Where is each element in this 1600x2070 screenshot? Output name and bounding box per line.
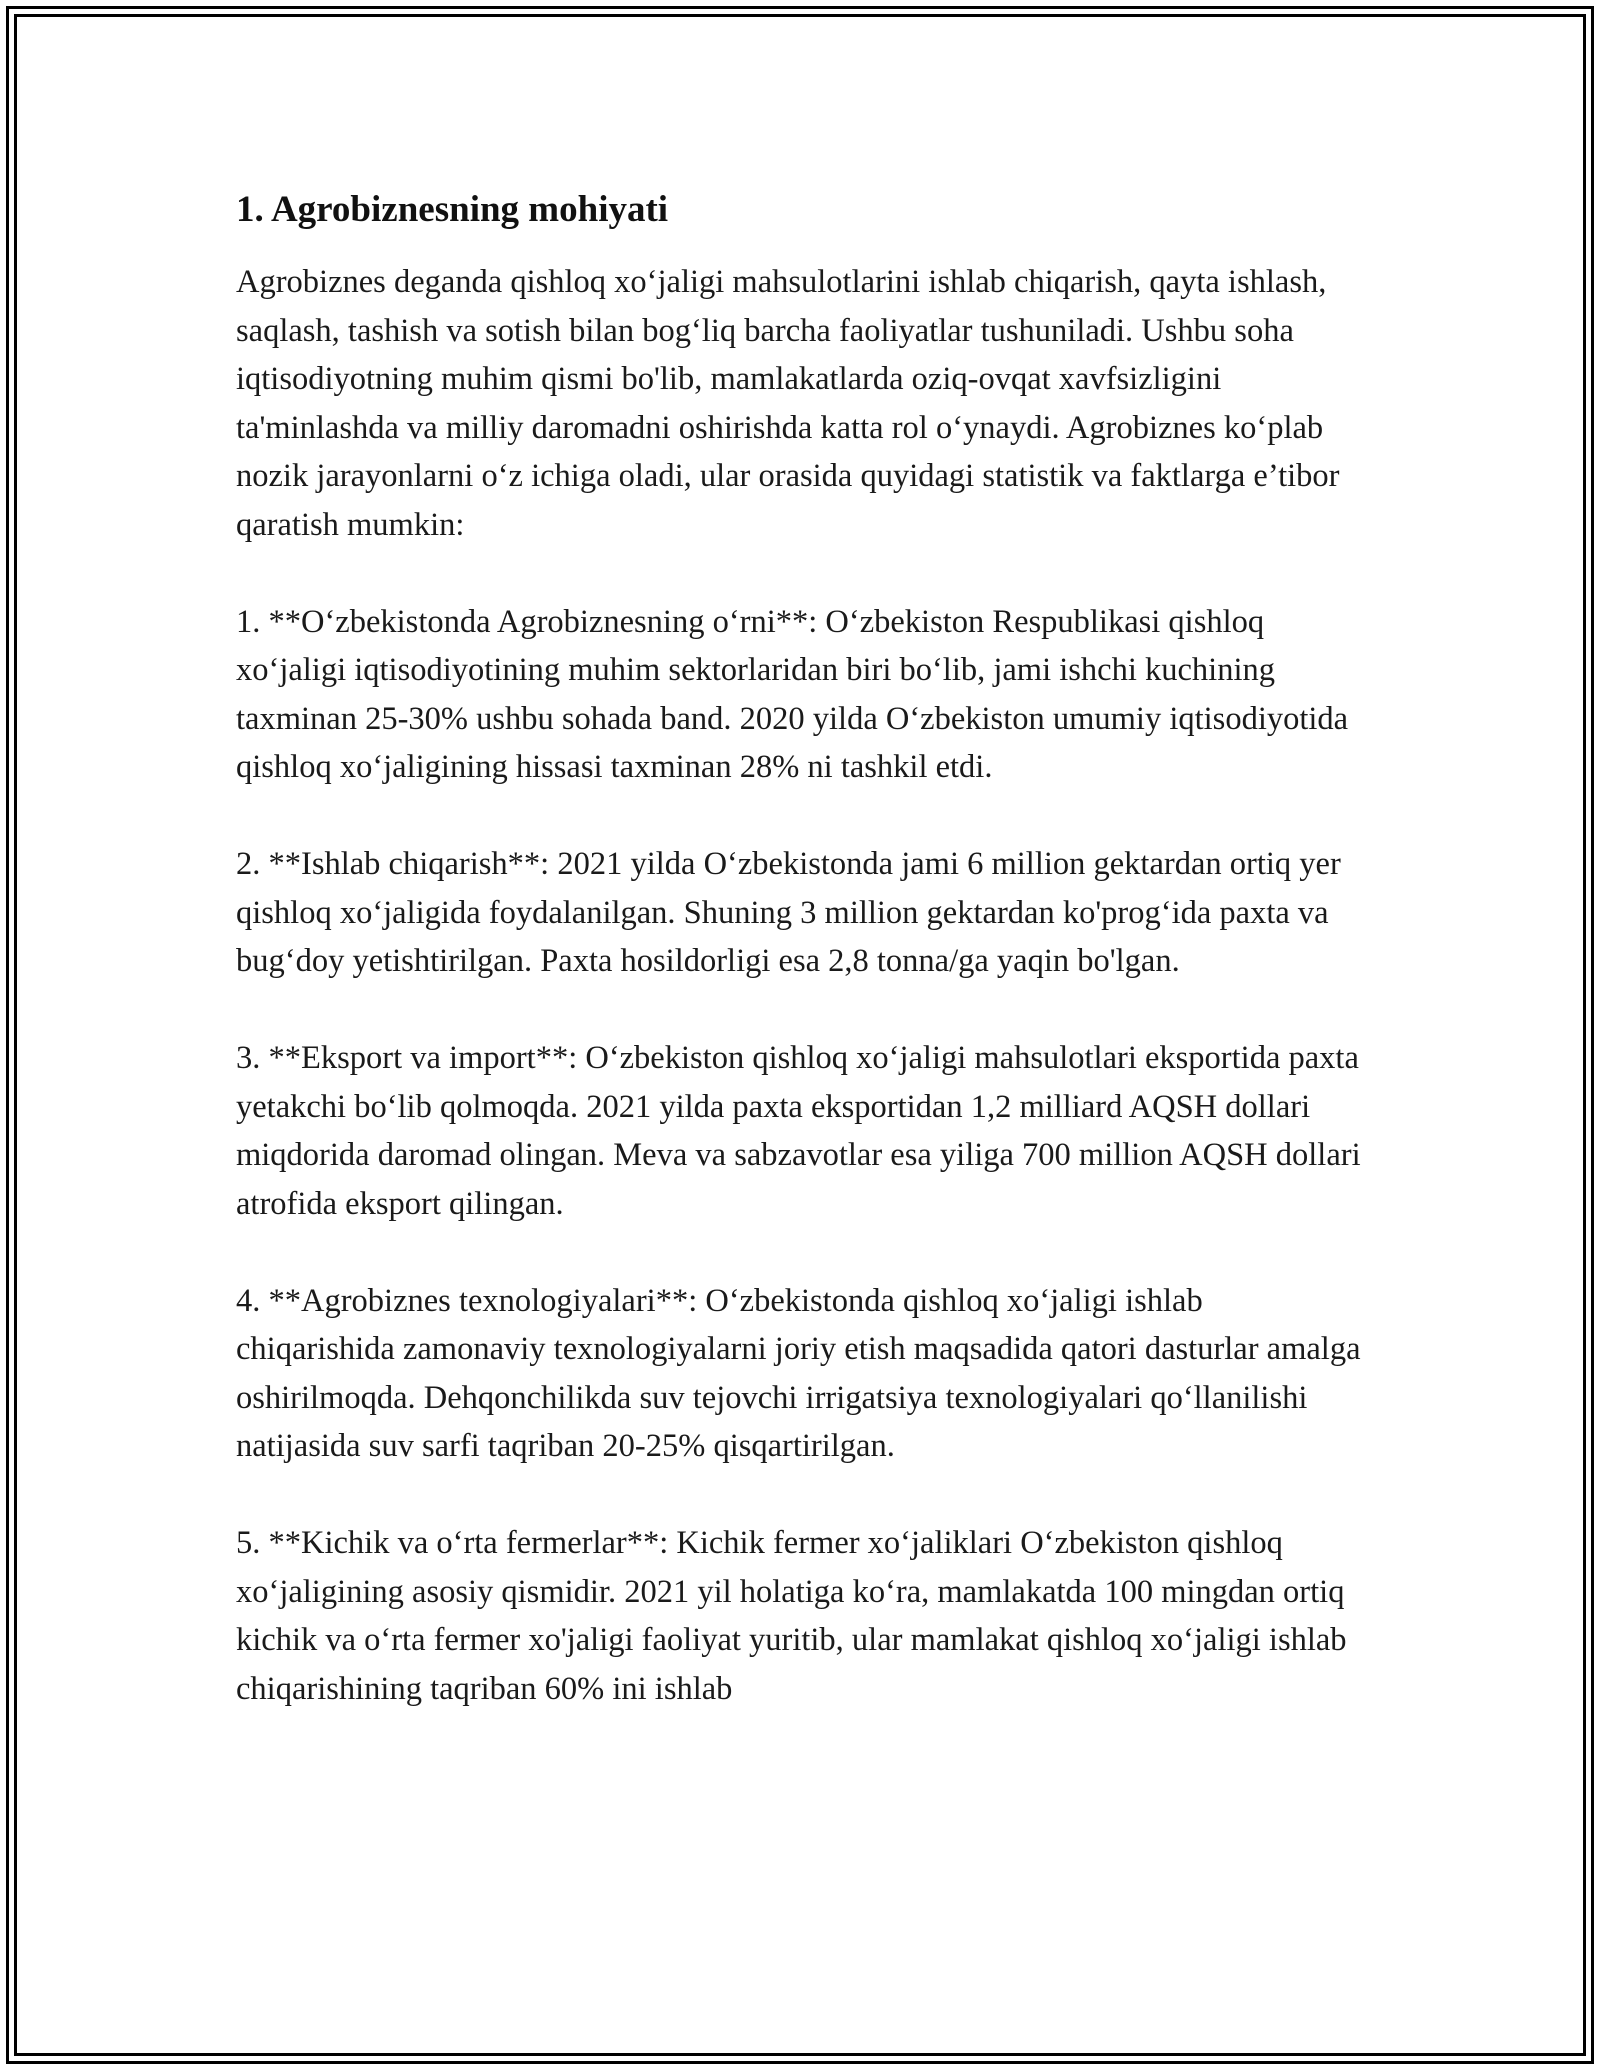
list-item-4: 4. **Agrobiznes texnologiyalari**: O‘zbekistonda qishloq xo‘jaligi ishlab chiqarishida zamonaviy texnologiyalarni joriy etish maqsadida qatori dasturlar amalga oshirilmoqda. Dehqonchilikda suv tejovchi irrigatsiya texnologiyalari qo‘llanilishi natijasida suv sarfi taqriban 20-25% qisqartirilgan. xyxy=(236,1282,1361,1464)
list-item-3: 3. **Eksport va import**: O‘zbekiston qishloq xo‘jaligi mahsulotlari eksportida paxta yetakchi bo‘lib qolmoqda. 2021 yilda paxta eksportidan 1,2 milliard AQSH dollari miqdorida daromad olingan. Meva va sabzavotlar esa yiliga 700 million AQSH dollari atrofida eksport qilingan. xyxy=(236,1040,1361,1222)
list-item-1: 1. **O‘zbekistonda Agrobiznesning o‘rni**: O‘zbekiston Respublikasi qishloq xo‘jaligi iqtisodiyotining muhim sektorlaridan biri bo‘lib, jami ishchi kuchining taxminan 25-30% ushbu sohada band. 2020 yilda O‘zbekiston umumiy iqtisodiyotida qishloq xo‘jaligining hissasi taxminan 28% ni tashkil etdi. xyxy=(236,603,1349,785)
section-heading: 1. Agrobiznesning mohiyati xyxy=(236,189,669,230)
list-item-2: 2. **Ishlab chiqarish**: 2021 yilda O‘zbekistonda jami 6 million gektardan ortiq yer qishloq xo‘jaligida foydalanilgan. Shuning 3 million gektardan ko'prog‘ida paxta va bug‘doy yetishtirilgan. Paxta hosildorligi esa 2,8 tonna/ga yaqin bo'lgan. xyxy=(236,846,1341,979)
document-body xyxy=(236,188,1366,1762)
list-item-5: 5. **Kichik va o‘rta fermerlar**: Kichik fermer xo‘jaliklari O‘zbekiston qishloq xo‘jaligining asosiy qismidir. 2021 yil holatiga ko‘ra, mamlakatda 100 mingdan ortiq kichik va o‘rta fermer xo'jaligi faoliyat yuritib, ular mamlakat qishloq xo‘jaligi ishlab chiqarishining taqriban 60% ini ishlab xyxy=(236,1525,1347,1707)
intro-paragraph: Agrobiznes deganda qishloq xo‘jaligi mahsulotlarini ishlab chiqarish, qayta ishlash, saqlash, tashish va sotish bilan bog‘liq barcha faoliyatlar tushuniladi. Ushbu soha iqtisodiyotning muhim qismi bo'lib, mamlakatlarda oziq-ovqat xavfsizligini ta'minlashda va milliy daromadni oshirishda katta rol o‘ynaydi. Agrobiznes ko‘plab nozik jarayonlarni o‘z ichiga oladi, ular orasida quyidagi statistik va faktlarga e’tibor qaratish mumkin: xyxy=(236,264,1340,543)
